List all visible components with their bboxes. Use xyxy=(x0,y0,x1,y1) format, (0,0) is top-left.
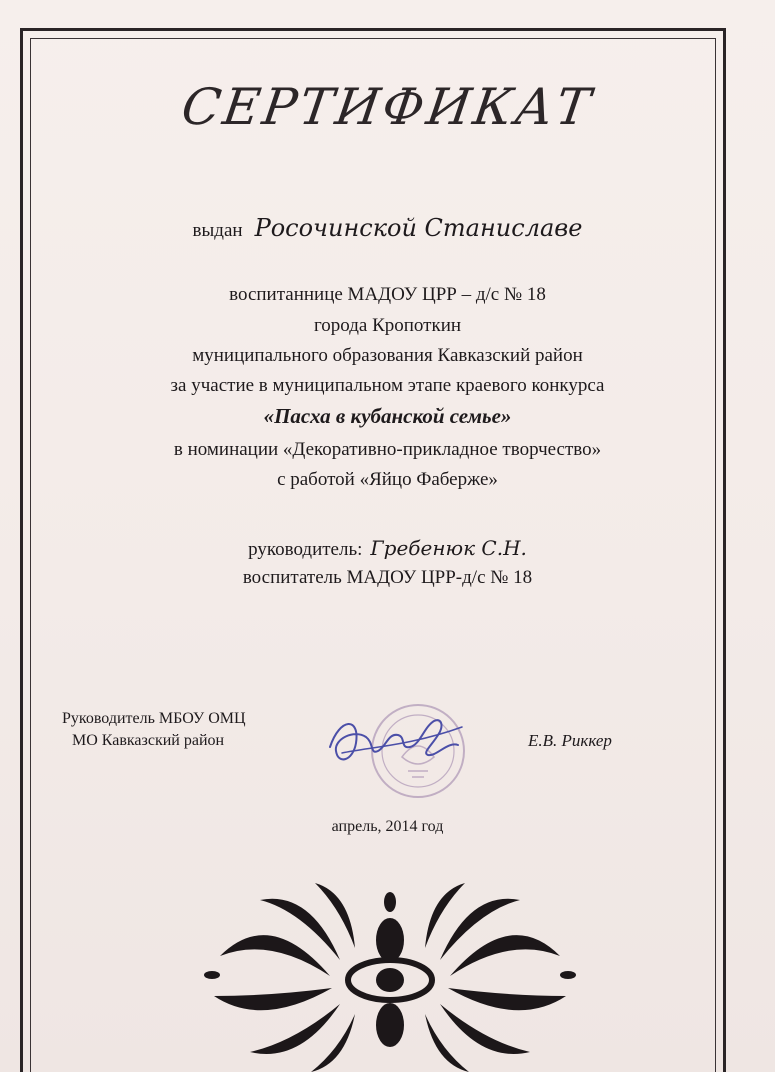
issue-date: апрель, 2014 год xyxy=(331,818,444,835)
handwritten-signature xyxy=(330,720,462,759)
body-line-2: города Кропоткин xyxy=(313,315,462,336)
leader-position: воспитатель МАДОУ ЦРР-д/с № 18 xyxy=(242,567,533,588)
body-line-4: за участие в муниципальном этапе краевого конкурса xyxy=(170,375,605,396)
org-line-2: МО Кавказский район xyxy=(72,732,225,749)
leader-label: руководитель: xyxy=(248,539,363,560)
body-line-3: муниципального образования Кавказский район xyxy=(192,345,583,366)
body-line-1: воспитаннице МАДОУ ЦРР – д/с № 18 xyxy=(229,284,546,305)
official-stamp xyxy=(372,705,464,797)
org-line-1: Руководитель МБОУ ОМЦ xyxy=(62,710,246,727)
leader-name: Гребенюк С.Н. xyxy=(370,536,527,560)
signatory-organization xyxy=(62,708,246,752)
recipient-name: Росочинской Станиславе xyxy=(254,214,583,242)
decorative-ornament xyxy=(200,880,580,1072)
contest-name: «Пасха в кубанской семье» xyxy=(263,404,512,428)
stamp-and-signature xyxy=(322,695,482,805)
signer-name: Е.В. Риккер xyxy=(528,731,612,750)
nomination-line: в номинации «Декоративно-прикладное творчество» xyxy=(173,439,602,460)
certificate-title: СЕРТИФИКАТ xyxy=(178,78,597,136)
recipient-label: выдан xyxy=(192,220,243,241)
leader-line xyxy=(60,536,715,562)
recipient-line xyxy=(60,216,715,243)
work-line: с работой «Яйцо Фаберже» xyxy=(277,469,498,490)
